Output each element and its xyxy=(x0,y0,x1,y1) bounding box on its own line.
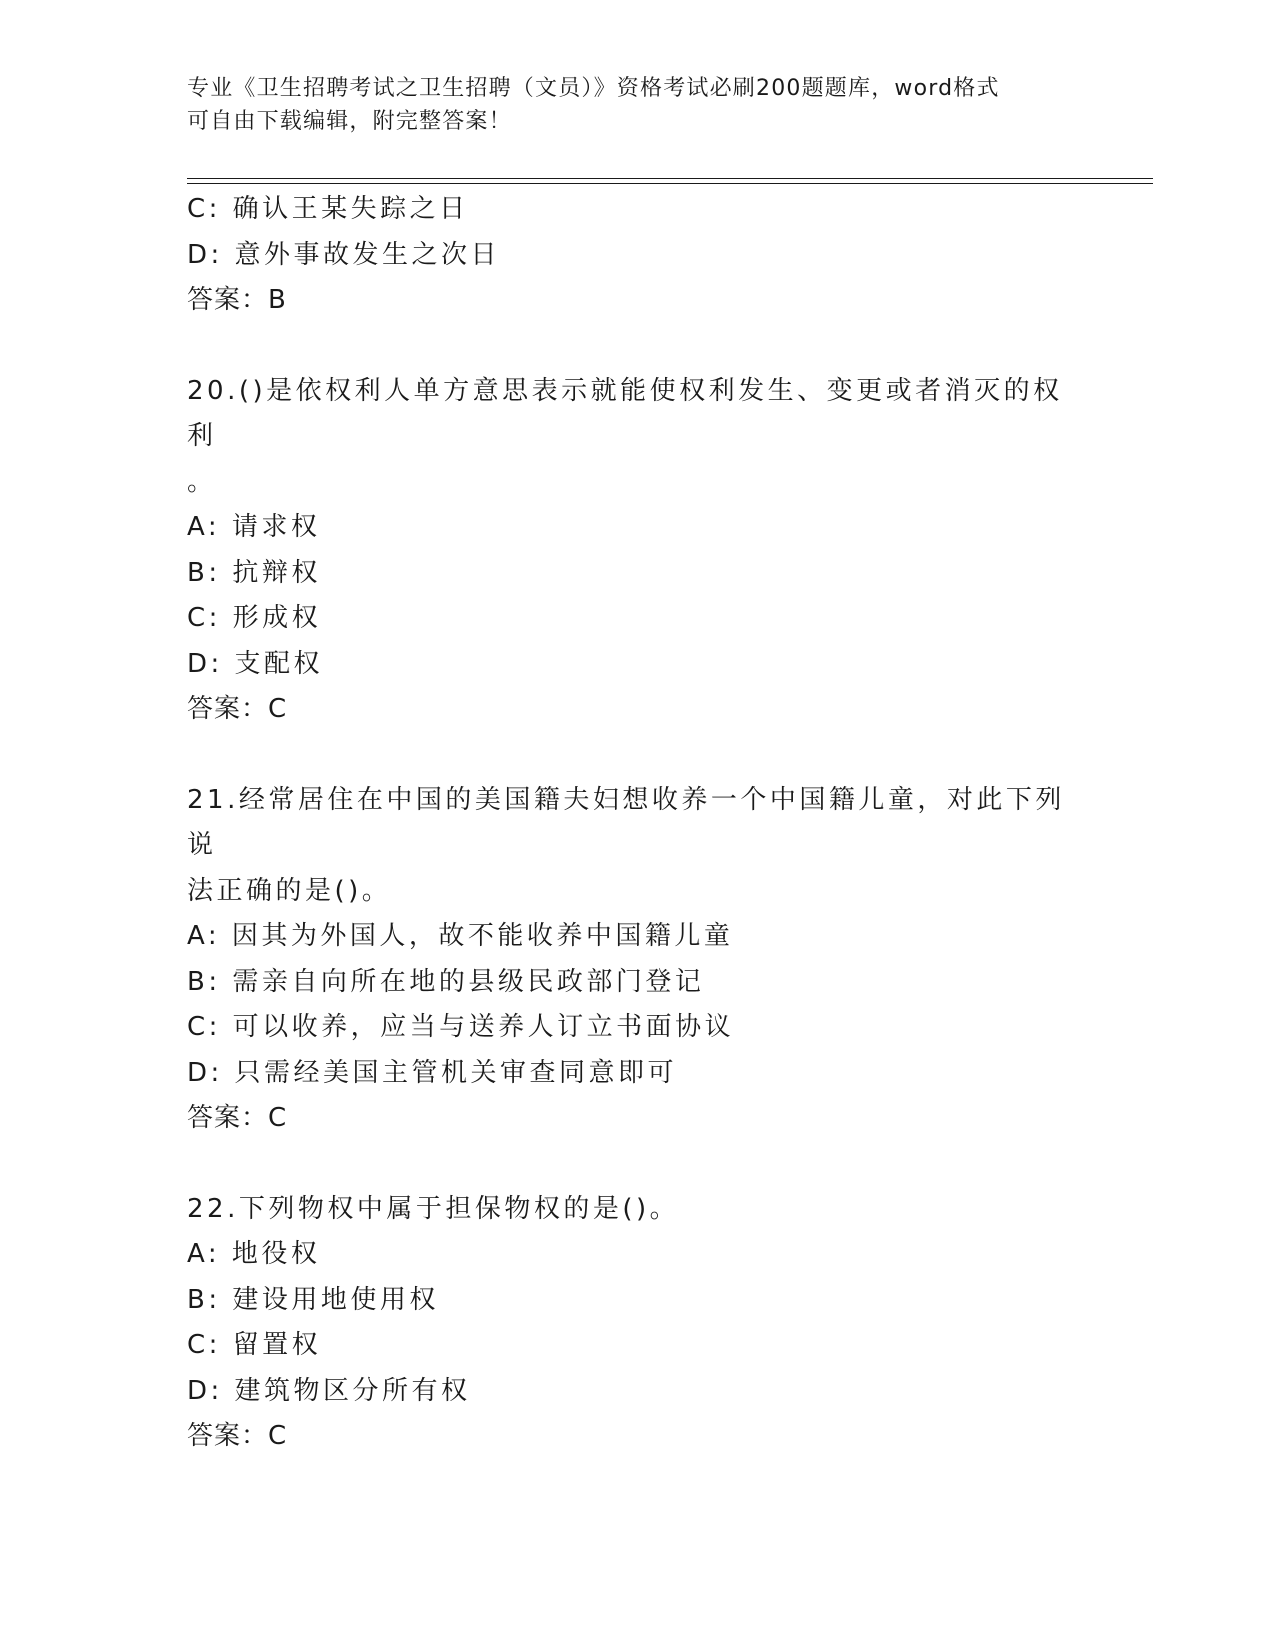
question-20 xyxy=(187,369,1087,733)
question-text-line1: 20.()是依权利人单方意思表示就能使权利发生、变更或者消灭的权利 xyxy=(187,375,1063,451)
header-title-line1: 专业《卫生招聘考试之卫生招聘（文员）》资格考试必刷200题题库，word格式 xyxy=(187,76,1000,101)
option-d: D: 意外事故发生之次日 xyxy=(187,239,501,270)
answer-line: 答案：C xyxy=(187,694,288,724)
option-d: D: 只需经美国主管机关审查同意即可 xyxy=(187,1057,678,1088)
option-a: A: 请求权 xyxy=(187,512,321,542)
question-content xyxy=(187,187,1087,1460)
question-text-line1: 22.下列物权中属于担保物权的是()。 xyxy=(187,1193,680,1224)
answer-line: 答案：C xyxy=(187,1103,288,1133)
question-text xyxy=(187,778,1067,915)
header-divider-top xyxy=(187,178,1153,179)
question-21 xyxy=(187,778,1087,1142)
answer-line: 答案：B xyxy=(187,285,287,315)
answer-line: 答案：C xyxy=(187,1421,288,1451)
option-b: B: 抗辩权 xyxy=(187,557,321,588)
document-header xyxy=(187,72,1087,138)
header-divider-bottom xyxy=(187,183,1153,184)
option-c: C: 可以收养，应当与送养人订立书面协议 xyxy=(187,1012,735,1042)
option-d: D: 支配权 xyxy=(187,648,324,679)
question-text xyxy=(187,1187,1067,1233)
option-c: C: 留置权 xyxy=(187,1330,322,1360)
question-text-line2: 。 xyxy=(187,466,217,497)
option-a: A: 因其为外国人，故不能收养中国籍儿童 xyxy=(187,921,734,951)
option-a: A: 地役权 xyxy=(187,1239,321,1269)
option-d: D: 建筑物区分所有权 xyxy=(187,1375,471,1406)
header-title-line2: 可自由下载编辑，附完整答案！ xyxy=(187,109,512,134)
question-text-line2: 法正确的是()。 xyxy=(187,875,392,906)
question-text-line1: 21.经常居住在中国的美国籍夫妇想收养一个中国籍儿童，对此下列说 xyxy=(187,784,1065,860)
question-22 xyxy=(187,1187,1087,1460)
option-c: C: 形成权 xyxy=(187,603,322,633)
option-b: B: 建设用地使用权 xyxy=(187,1284,439,1315)
continued-question xyxy=(187,187,1087,324)
question-text xyxy=(187,369,1067,506)
option-b: B: 需亲自向所在地的县级民政部门登记 xyxy=(187,966,705,997)
option-c: C: 确认王某失踪之日 xyxy=(187,194,469,224)
